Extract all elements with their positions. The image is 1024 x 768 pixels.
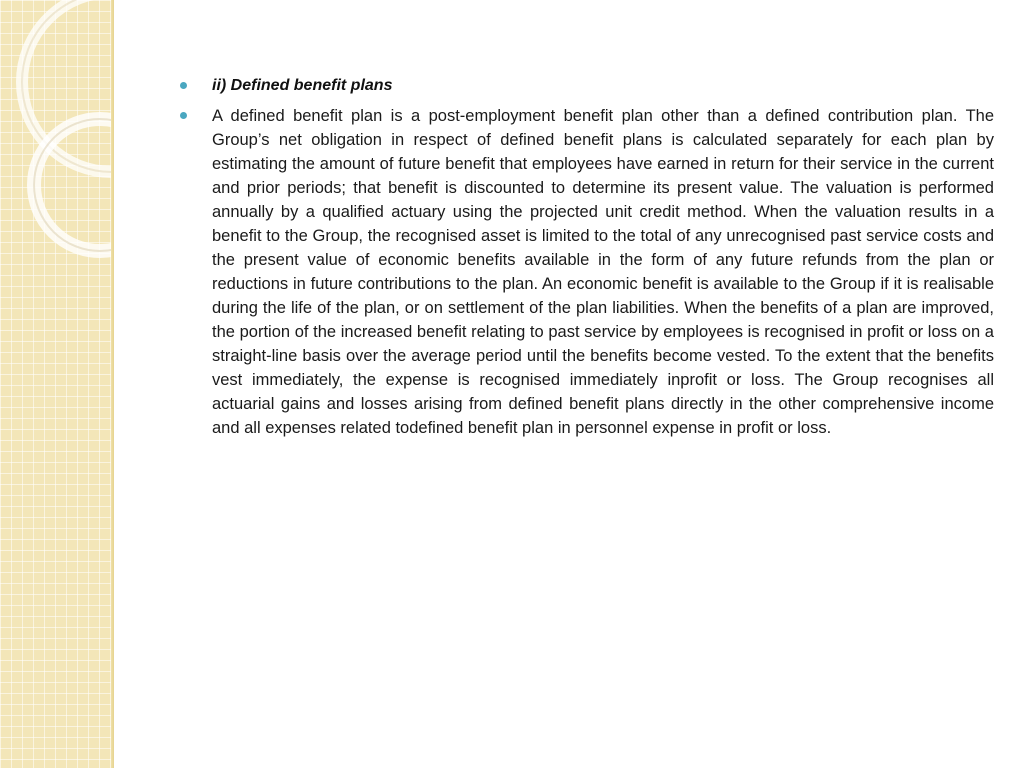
- bullet-item-heading: [176, 74, 994, 98]
- bullet-dot-icon: [180, 112, 187, 119]
- section-heading: ii) Defined benefit plans: [212, 77, 393, 94]
- decorative-side-band: [0, 0, 114, 768]
- bullet-dot-icon: [180, 82, 187, 89]
- decorative-rings-graphic: [0, 0, 114, 768]
- bullet-item-paragraph: [176, 104, 994, 440]
- slide-content: [176, 74, 994, 446]
- body-paragraph: A defined benefit plan is a post-employment benefit plan other than a defined contribution plan. The Group’s net obligation in respect of defined benefit plans is calculated separately for each plan by estimating the amount of future benefit that employees have earned in return for their service in the current and prior periods; that benefit is discounted to determine its present value. The valuation is performed annually by a qualified actuary using the projected unit credit method. When the valuation results in a benefit to the Group, the recognised asset is limited to the total of any unrecognised past service costs and the present value of economic benefits available in the form of any future refunds from the plan or reductions in future contributions to the plan. An economic benefit is available to the Group if it is realisable during the life of the plan, or on settlement of the plan liabilities. When the benefits of a plan are improved, the portion of the increased benefit relating to past service by employees is recognised in profit or loss on a straight-line basis over the average period until the benefits become vested. To the extent that the benefits vest immediately, the expense is recognised immediately inprofit or loss. The Group recognises all actuarial gains and losses arising from defined benefit plans directly in the other comprehensive income and all expenses related todefined benefit plan in personnel expense in profit or loss.: [212, 107, 994, 437]
